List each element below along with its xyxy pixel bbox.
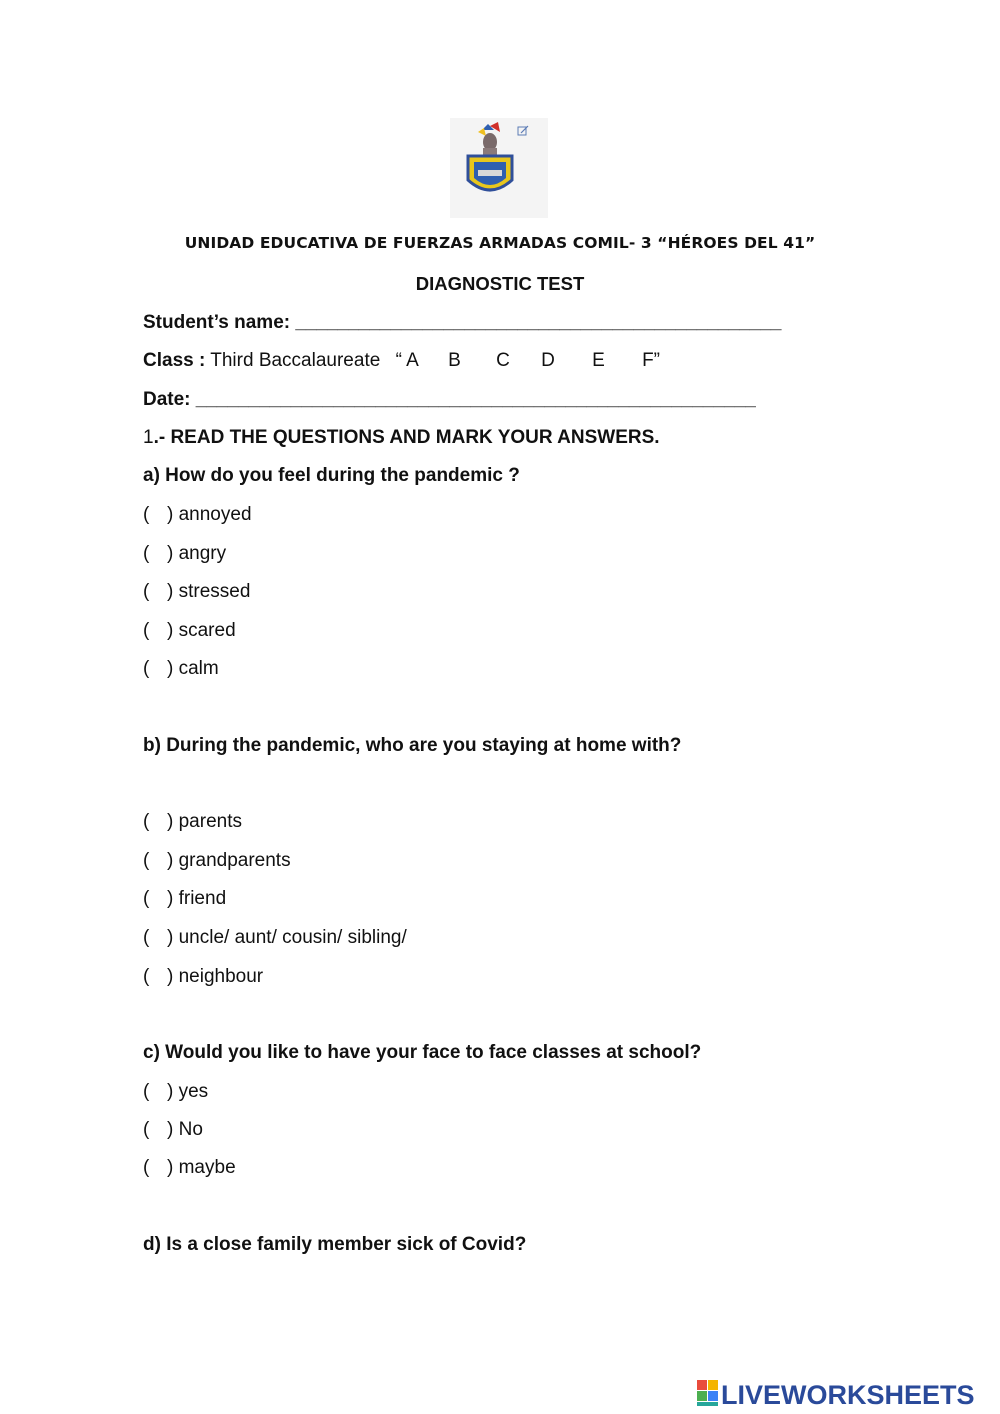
option-label: grandparents: [178, 850, 291, 871]
answer-paren[interactable]: (: [143, 504, 150, 525]
answer-paren[interactable]: (: [143, 658, 150, 679]
option-label: yes: [178, 1081, 209, 1102]
option-row: ( ) yes: [143, 1081, 209, 1102]
option-row: ( ) No: [143, 1119, 203, 1140]
liveworksheets-logo: [697, 1377, 993, 1409]
option-label: angry: [178, 543, 227, 564]
option-row: ( ) stressed: [143, 581, 251, 602]
liveworksheets-icon: [697, 1380, 718, 1406]
date-label: Date:: [143, 389, 191, 410]
option-label: stressed: [178, 581, 251, 602]
option-row: ( ) parents: [143, 811, 242, 832]
option-label: annoyed: [178, 504, 252, 525]
option-row: ( ) uncle/ aunt/ cousin/ sibling/: [143, 927, 407, 948]
option-row: ( ) calm: [143, 658, 219, 679]
student-name-row: [143, 312, 781, 334]
question-a: a) How do you feel during the pandemic ?: [143, 465, 520, 486]
answer-paren[interactable]: (: [143, 927, 150, 948]
option-row: ( ) neighbour: [143, 966, 264, 987]
class-letter-e[interactable]: E: [592, 350, 605, 371]
brand-text: LIVEWORKSHEETS: [721, 1380, 975, 1409]
option-label: maybe: [178, 1157, 236, 1178]
option-row: ( ) scared: [143, 620, 236, 641]
test-title: DIAGNOSTIC TEST: [415, 273, 585, 294]
instruction-text: .- READ THE QUESTIONS AND MARK YOUR ANSWERS.: [153, 427, 660, 448]
instruction: [143, 427, 660, 449]
class-letter-b[interactable]: B: [448, 350, 461, 371]
option-label: uncle/ aunt/ cousin/ sibling/: [178, 927, 407, 948]
option-label: No: [178, 1119, 203, 1140]
option-row: ( ) maybe: [143, 1157, 236, 1178]
question-d: d) Is a close family member sick of Covid?: [143, 1234, 527, 1255]
class-letter-d[interactable]: D: [541, 350, 555, 371]
option-label: calm: [178, 658, 219, 679]
date-row: [143, 389, 756, 411]
option-label: friend: [178, 888, 227, 909]
answer-paren[interactable]: (: [143, 966, 150, 987]
answer-paren[interactable]: (: [143, 850, 150, 871]
question-b: b) During the pandemic, who are you staying at home with?: [143, 735, 682, 756]
school-crest-icon: [450, 118, 548, 218]
answer-paren[interactable]: (: [143, 620, 150, 641]
class-letter-c[interactable]: C: [496, 350, 510, 371]
option-label: neighbour: [178, 966, 264, 987]
student-name-blank[interactable]: ______________________________________________: [295, 312, 782, 333]
answer-paren[interactable]: (: [143, 581, 150, 602]
answer-paren[interactable]: (: [143, 811, 150, 832]
class-label: Class :: [143, 350, 206, 371]
student-name-label: Student’s name:: [143, 312, 291, 333]
answer-paren[interactable]: (: [143, 888, 150, 909]
option-row: ( ) friend: [143, 888, 227, 909]
instruction-number: 1: [143, 427, 154, 448]
class-value: Third Baccalaureate: [210, 350, 381, 371]
school-name: UNIDAD EDUCATIVA DE FUERZAS ARMADAS COMIL- 3 “HÉROES DEL 41”: [184, 234, 816, 252]
answer-paren[interactable]: (: [143, 1157, 150, 1178]
answer-paren[interactable]: (: [143, 1119, 150, 1140]
option-row: ( ) angry: [143, 543, 227, 564]
option-label: parents: [178, 811, 242, 832]
class-letter-a[interactable]: “ A: [395, 350, 419, 371]
date-blank[interactable]: _____________________________________________________: [195, 389, 756, 410]
option-row: ( ) annoyed: [143, 504, 252, 525]
answer-paren[interactable]: (: [143, 543, 150, 564]
option-label: scared: [178, 620, 236, 641]
answer-paren[interactable]: (: [143, 1081, 150, 1102]
school-logo: [450, 118, 548, 218]
option-row: ( ) grandparents: [143, 850, 291, 871]
class-row: [143, 350, 660, 372]
class-letter-f[interactable]: F”: [642, 350, 660, 371]
question-c: c) Would you like to have your face to face classes at school?: [143, 1042, 702, 1063]
